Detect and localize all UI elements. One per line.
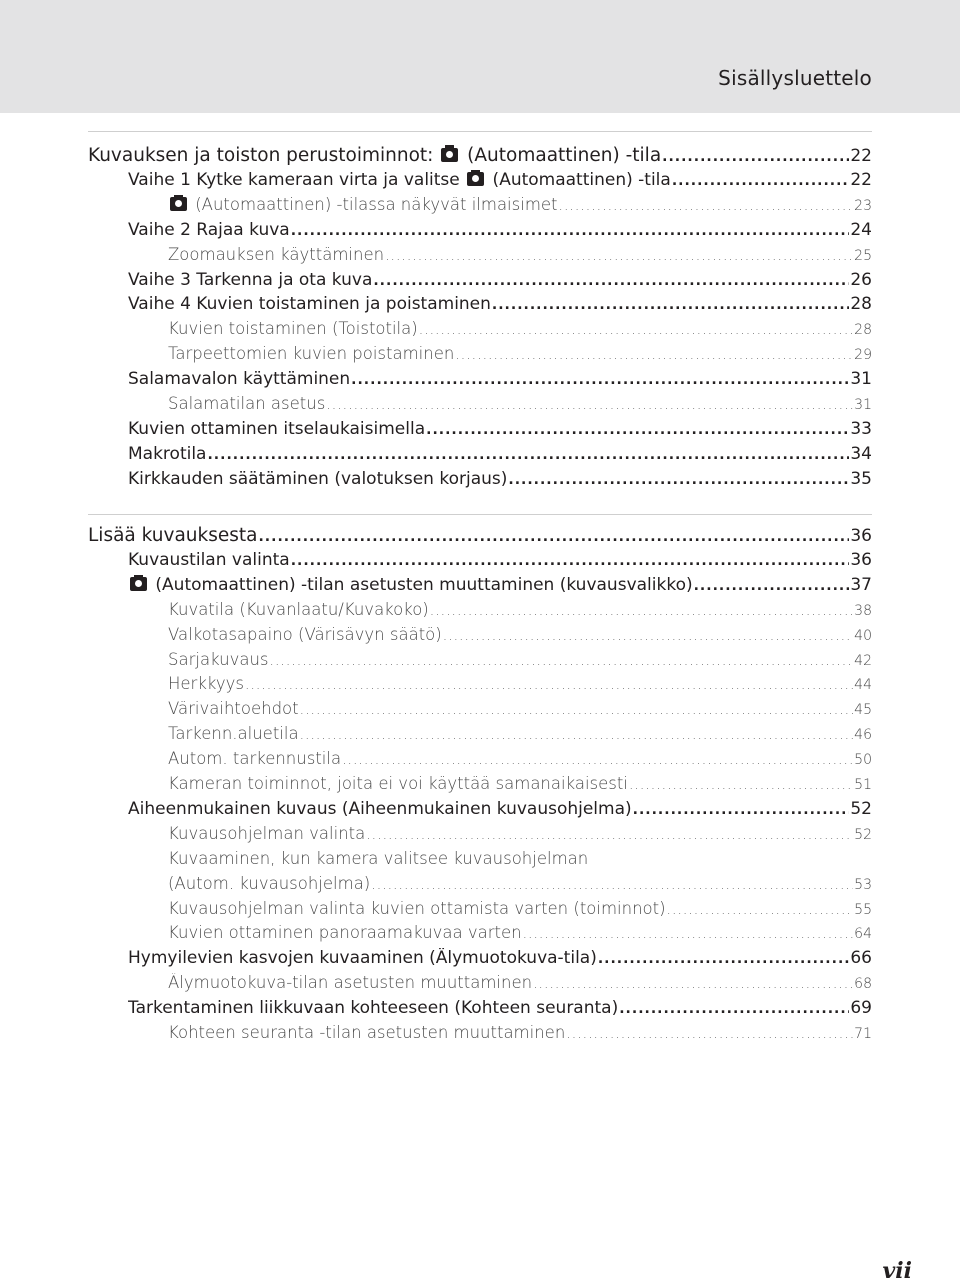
toc-entry-page: 64	[854, 926, 872, 943]
page-header	[0, 0, 960, 113]
dot-leader	[455, 347, 853, 363]
toc-entry[interactable]	[168, 874, 872, 893]
toc-entry-page: 68	[854, 976, 872, 993]
dot-leader	[373, 273, 849, 289]
toc-entry[interactable]	[168, 973, 872, 992]
toc-entry-title	[88, 145, 661, 166]
toc-entry-title	[128, 270, 372, 290]
dot-leader	[430, 603, 853, 619]
toc-entry[interactable]	[128, 419, 872, 439]
toc-entry-page: 36	[850, 549, 872, 570]
toc-entry-title-text: Kuvatila (Kuvanlaatu/Kuvakoko)	[168, 599, 429, 619]
dot-leader	[385, 248, 853, 264]
toc-entry-title	[128, 799, 632, 819]
toc-entry[interactable]	[168, 344, 872, 363]
toc-entry-page: 52	[854, 826, 872, 843]
toc-entry-title-text: Herkkyys	[168, 674, 244, 694]
toc-entry-title-text: (Automaattinen) -tilan asetusten muuttaminen (kuvausvalikko)	[150, 574, 693, 595]
toc-entry-title	[168, 650, 269, 669]
toc-entry[interactable]	[88, 525, 872, 546]
toc-entry-title-text: Kameran toiminnot, joita ei voi käyttää samanaikaisesti	[168, 774, 628, 793]
toc-entry-title-text: Kuvausohjelman valinta kuvien ottamista varten (toiminnot)	[168, 898, 666, 918]
toc-entry-page: 44	[854, 677, 872, 694]
toc-entry-title	[168, 674, 244, 693]
toc-entry-title	[128, 170, 671, 190]
toc-entry-page: 24	[850, 219, 872, 240]
toc-entry-page: 71	[854, 1026, 872, 1042]
dot-leader	[291, 223, 850, 239]
toc-entry-title	[168, 824, 365, 843]
toc-entry-title-text: Kuvien toistaminen (Toistotila)	[168, 319, 418, 339]
toc-entry[interactable]	[128, 550, 872, 570]
toc-entry-page: 23	[854, 197, 872, 214]
toc-entry-title-text: Kuvien ottaminen panoraamakuvaa varten	[168, 923, 522, 943]
toc-entry-title	[168, 849, 588, 868]
toc-entry-page: 69	[850, 998, 872, 1019]
toc-entry-page: 28	[850, 294, 872, 315]
toc-entry[interactable]	[128, 369, 872, 389]
dot-leader	[533, 976, 853, 992]
toc-entry[interactable]	[168, 899, 872, 918]
toc-entry-title	[128, 220, 290, 240]
toc-entry[interactable]	[128, 469, 872, 489]
toc-entry-page: 55	[854, 901, 872, 918]
toc-entry-title-text: Tarpeettomien kuvien poistaminen	[168, 344, 455, 364]
toc-entry-page: 31	[854, 397, 872, 413]
toc-entry-title-prefix: Kuvauksen ja toiston perustoiminnot:	[88, 145, 440, 166]
section-divider	[88, 514, 872, 515]
dot-leader	[629, 777, 853, 793]
toc-entry-title	[168, 749, 341, 768]
toc-entry-page: 51	[854, 777, 872, 793]
dot-leader	[662, 149, 849, 165]
dot-leader	[270, 653, 854, 669]
camera-icon	[467, 172, 484, 186]
toc-entry[interactable]	[168, 674, 872, 693]
toc-entry-title-text: Autom. tarkennustila	[168, 749, 342, 769]
dot-leader	[300, 702, 854, 718]
dot-leader	[559, 198, 854, 214]
toc-entry-title	[168, 973, 532, 992]
page-number: vii	[882, 1258, 912, 1284]
toc-entry-title-text: Zoomauksen käyttäminen	[168, 244, 385, 264]
toc-entry-page: 22	[850, 169, 872, 190]
dot-leader	[667, 902, 854, 918]
toc-entry-page: 45	[854, 702, 872, 719]
toc-entry-page: 36	[850, 526, 872, 546]
toc-entry-title	[168, 600, 429, 619]
toc-entry[interactable]	[168, 749, 872, 768]
dot-leader	[694, 578, 850, 594]
toc-entry[interactable]	[168, 195, 872, 214]
dot-leader	[426, 422, 849, 438]
toc-entry-title	[168, 195, 558, 214]
toc-entry-title	[168, 319, 418, 338]
toc-entry[interactable]	[168, 824, 872, 843]
toc-entry[interactable]	[168, 394, 872, 413]
toc-entry-page: 31	[850, 369, 872, 390]
dot-leader	[371, 877, 853, 893]
toc-entry[interactable]	[128, 575, 872, 595]
dot-leader	[523, 926, 854, 942]
toc-entry-title-text: Kuvausohjelman valinta	[168, 823, 366, 843]
toc-entry[interactable]	[168, 1023, 872, 1042]
toc-entry-title-text: Älymuotokuva-tilan asetusten muuttaminen	[168, 973, 533, 993]
toc-entry-title	[168, 699, 299, 718]
toc-entry[interactable]	[128, 948, 872, 968]
toc-entry[interactable]	[168, 650, 872, 669]
toc-entry-title	[168, 923, 522, 942]
dot-leader	[508, 472, 849, 488]
dot-leader	[366, 827, 853, 843]
camera-icon	[130, 577, 147, 591]
toc-entry-title	[128, 419, 425, 439]
toc-entry-title-text: Kohteen seuranta -tilan asetusten muuttaminen	[168, 1023, 566, 1042]
toc-entry-page: 26	[850, 269, 872, 290]
toc-entry-page: 37	[850, 574, 872, 595]
dot-leader	[207, 447, 849, 463]
toc-entry-page: 46	[854, 727, 872, 744]
toc-entry-title	[128, 948, 597, 968]
toc-entry-title-text: Värivaihtoehdot	[168, 699, 299, 719]
toc-entry-title-text: Lisää kuvauksesta	[88, 525, 258, 546]
toc-entry[interactable]	[128, 170, 872, 190]
toc-entry-title-text: Tarkentaminen liikkuvaan kohteeseen (Kohteen seuranta)	[128, 998, 619, 1019]
section-divider	[88, 131, 872, 132]
toc-entry[interactable]	[168, 774, 872, 793]
toc-entry-page: 28	[854, 322, 872, 339]
dot-leader	[672, 173, 850, 189]
toc-entry-title-text: Kuvien ottaminen itselaukaisimella	[128, 418, 426, 439]
toc-entry-title	[88, 525, 257, 546]
page-header-title: Sisällysluettelo	[718, 66, 872, 90]
toc-entry-title	[128, 575, 693, 595]
toc-entry-title-text: (Automaattinen) -tilassa näkyvät ilmaisimet	[190, 194, 558, 214]
toc-entry-title	[168, 899, 666, 918]
toc-entry-title-text: Kirkkauden säätäminen (valotuksen korjaus)	[128, 468, 508, 489]
toc-entry-title-text: Kuvaustilan valinta	[128, 549, 290, 570]
toc-entry-title-text: Hymyilevien kasvojen kuvaaminen (Älymuotokuva-tila)	[128, 948, 597, 969]
dot-leader	[351, 372, 849, 388]
toc-entry[interactable]	[168, 245, 872, 264]
toc-entry[interactable]	[128, 220, 872, 240]
toc-entry-title-text: Valkotasapaino (Värisävyn säätö)	[168, 624, 442, 644]
toc-entry-title-text: Vaihe 3 Tarkenna ja ota kuva	[128, 269, 373, 290]
toc-entry[interactable]	[128, 270, 872, 290]
toc-entry-page: 50	[854, 752, 872, 769]
toc-entry-title	[128, 998, 618, 1018]
toc-entry[interactable]	[128, 444, 872, 464]
toc-entry-page: 66	[850, 948, 872, 969]
toc-entry[interactable]	[168, 724, 872, 743]
dot-leader	[291, 553, 850, 569]
toc-entry-title-text: Makrotila	[128, 443, 207, 464]
camera-icon	[170, 197, 187, 211]
toc-entry-page: 34	[850, 443, 872, 464]
toc-entry-title-text: Salamatilan asetus	[168, 394, 326, 413]
dot-leader	[619, 1001, 849, 1017]
dot-leader	[566, 1026, 853, 1042]
toc-entry[interactable]	[168, 600, 872, 619]
toc-entry-page: 29	[854, 347, 872, 364]
toc-entry[interactable]	[128, 294, 872, 314]
toc-entry-title-text: Vaihe 4 Kuvien toistaminen ja poistaminen	[128, 294, 491, 315]
toc-entry[interactable]	[128, 998, 872, 1018]
dot-leader	[492, 297, 849, 313]
dot-leader	[300, 727, 854, 743]
toc-entry-title-prefix: Vaihe 1 Kytke kameraan virta ja valitse	[128, 169, 466, 190]
camera-icon	[441, 148, 458, 162]
toc-entry-page: 25	[854, 247, 872, 264]
toc-entry-page: 33	[850, 418, 872, 439]
toc-entry-title	[128, 369, 350, 389]
toc-entry-title	[168, 774, 628, 793]
toc-entry-title	[168, 724, 299, 743]
toc-entry-title	[168, 344, 454, 363]
toc-entry-title	[128, 469, 507, 489]
toc-entry-page: 42	[854, 652, 872, 669]
toc-entry-title	[128, 550, 290, 570]
dot-leader	[419, 322, 853, 338]
toc-entry-title-text: Kuvaaminen, kun kamera valitsee kuvausohjelman	[168, 848, 589, 868]
toc-entry-title	[128, 294, 491, 314]
toc-entry[interactable]	[168, 625, 872, 644]
dot-leader	[326, 397, 853, 413]
toc-entry[interactable]	[168, 849, 872, 868]
dot-leader	[598, 951, 850, 967]
toc-entry[interactable]	[168, 923, 872, 942]
dot-leader	[245, 677, 853, 693]
toc-entry[interactable]	[128, 799, 872, 819]
toc-entry[interactable]	[88, 145, 872, 166]
toc-entry-page: 38	[854, 602, 872, 619]
toc-entry-title-text: (Automaattinen) -tila	[461, 145, 662, 166]
toc-entry-title	[128, 444, 206, 464]
toc-entry-title	[168, 1023, 565, 1042]
dot-leader	[342, 752, 853, 768]
dot-leader	[443, 628, 853, 644]
toc-entry-page: 52	[850, 798, 872, 819]
toc-entry-title	[168, 245, 384, 264]
toc-entry-title-text: Tarkenn.aluetila	[168, 724, 299, 744]
toc-entry-title	[168, 874, 370, 893]
toc-entry[interactable]	[168, 319, 872, 338]
dot-leader	[258, 529, 849, 545]
toc-entry-title-text: Salamavalon käyttäminen	[128, 369, 351, 390]
toc-entry-page: 35	[850, 468, 872, 489]
toc-entry-title-text: (Autom. kuvausohjelma)	[168, 873, 371, 893]
toc-entry-title-text: Sarjakuvaus	[168, 649, 269, 669]
toc-entry-title-text: Aiheenmukainen kuvaus (Aiheenmukainen kuvausohjelma)	[128, 798, 632, 819]
toc-entry-page: 40	[854, 627, 872, 644]
toc-entry[interactable]	[168, 699, 872, 718]
toc-entry-title-text: Vaihe 2 Rajaa kuva	[128, 219, 290, 240]
toc-entry-title-text: (Automaattinen) -tila	[487, 169, 671, 190]
toc-entry-page: 53	[854, 876, 872, 893]
toc-entry-page: 22	[850, 146, 872, 166]
dot-leader	[633, 802, 850, 818]
toc-entry-title	[168, 394, 325, 413]
toc-entry-title	[168, 625, 442, 644]
